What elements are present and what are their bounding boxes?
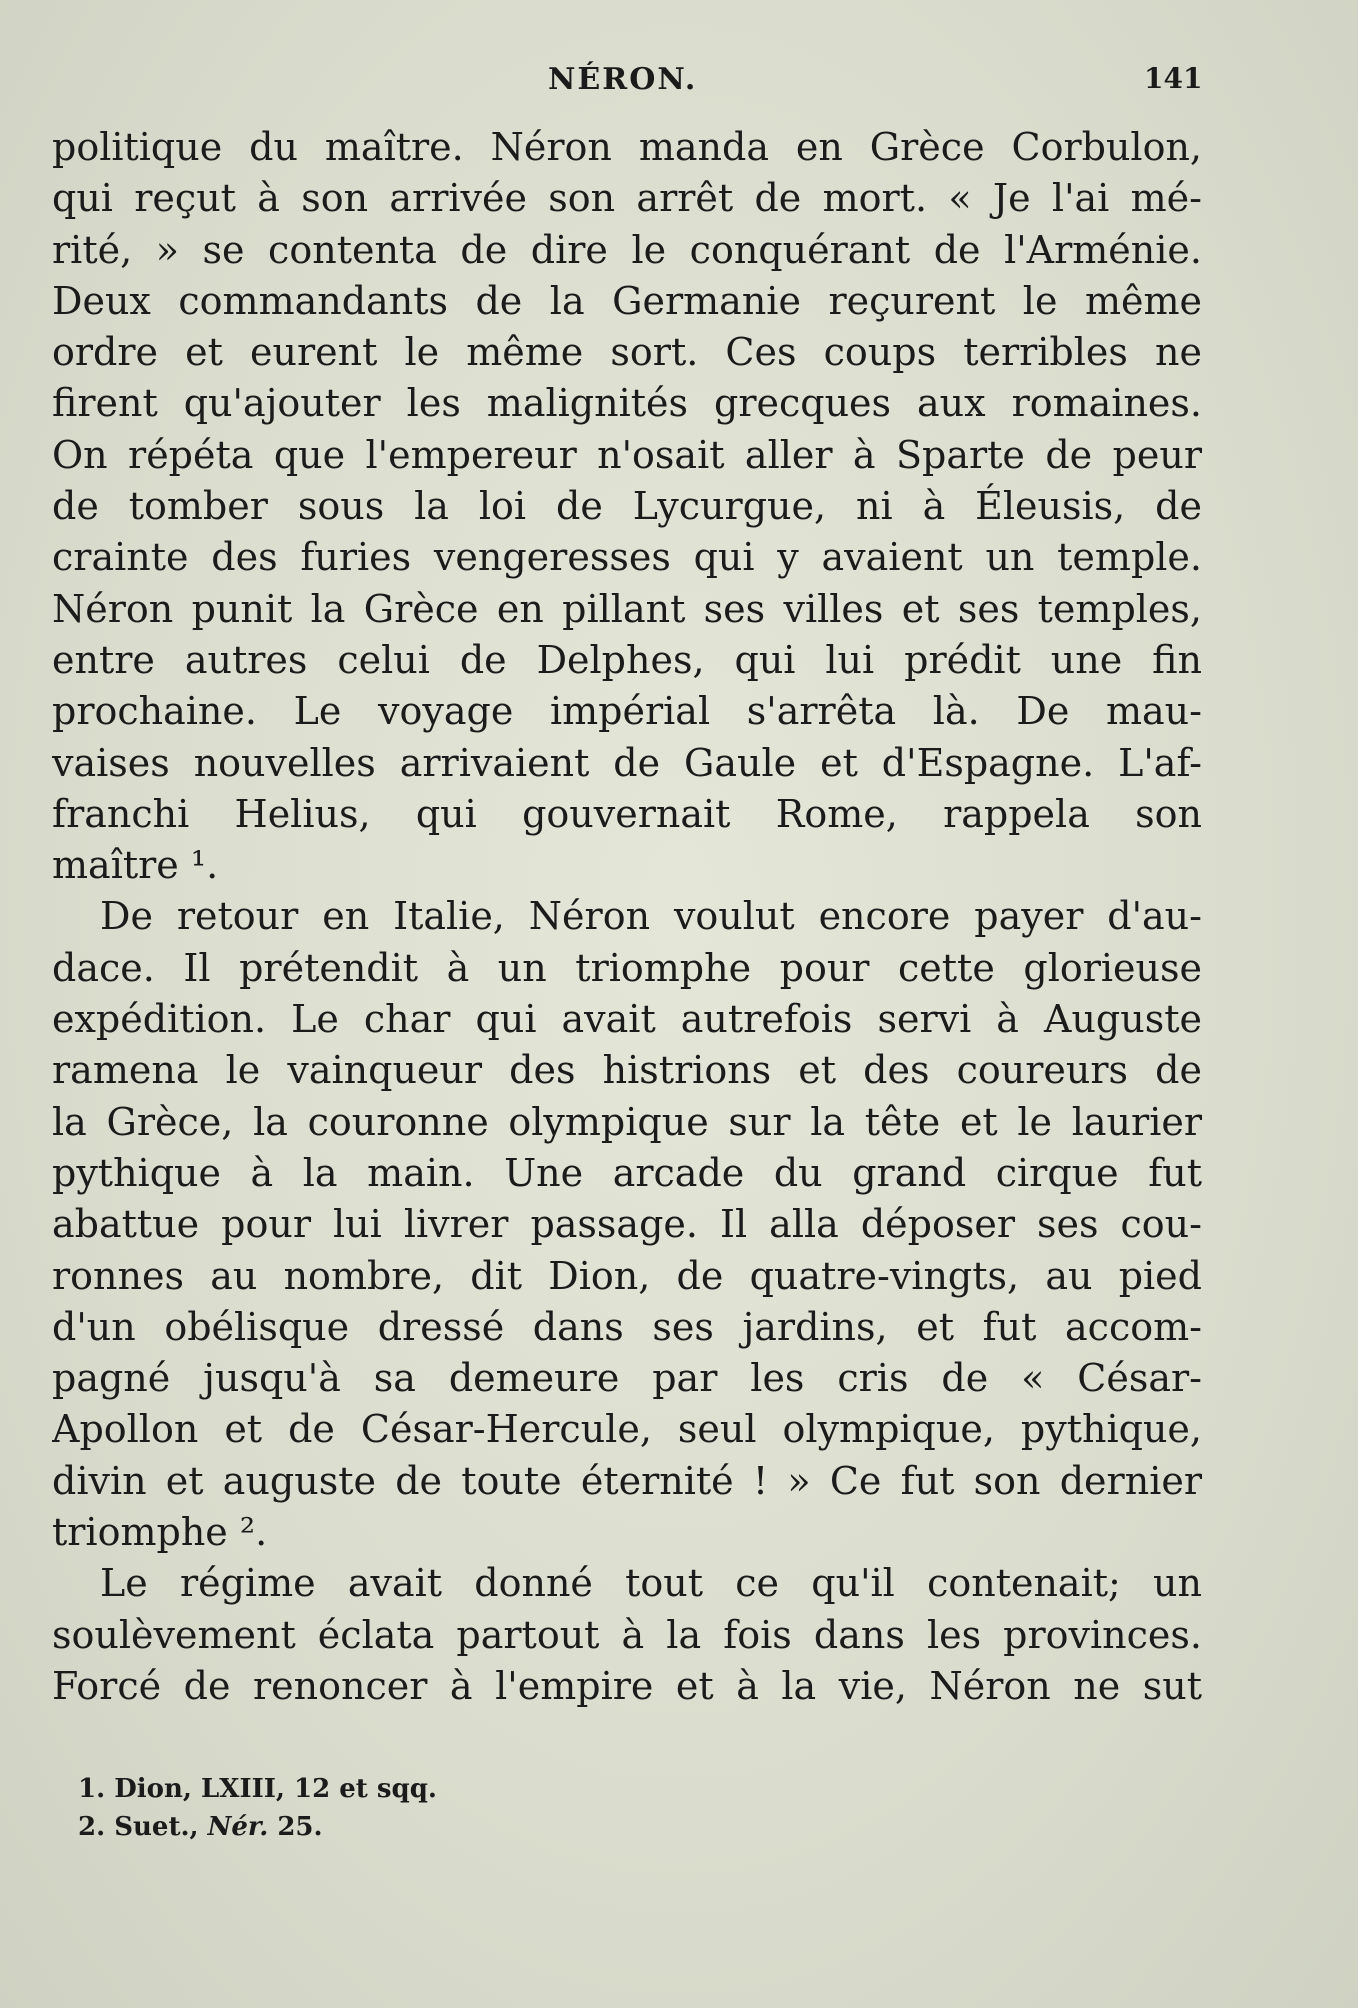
footnote-1 xyxy=(78,1770,778,1808)
text-line: firent qu'ajouter les malignités grecques aux romaines. xyxy=(52,381,1202,426)
text-line: abattue pour lui livrer passage. Il alla déposer ses cou- xyxy=(52,1202,1202,1247)
text-line: prochaine. Le voyage impérial s'arrêta là. De mau- xyxy=(52,689,1202,734)
text-line: franchi Helius, qui gouvernait Rome, rappela son xyxy=(52,791,1202,836)
text-line: ordre et eurent le même sort. Ces coups terribles ne xyxy=(52,330,1202,375)
text-line: rité, » se contenta de dire le conquérant de l'Arménie. xyxy=(52,227,1202,272)
text-line: crainte des furies vengeresses qui y avaient un temple. xyxy=(52,535,1202,580)
running-head xyxy=(0,58,1358,108)
text-line: politique du maître. Néron manda en Grèce Corbulon, xyxy=(52,125,1202,169)
footnotes xyxy=(78,1770,778,1846)
paragraph-3 xyxy=(52,1558,1202,1712)
text-line: qui reçut à son arrivée son arrêt de mort. « Je l'ai mé- xyxy=(52,176,1202,221)
text-line: entre autres celui de Delphes, qui lui prédit une fin xyxy=(52,637,1202,682)
text-line: vaises nouvelles arrivaient de Gaule et d'Espagne. L'af- xyxy=(52,740,1202,785)
text-line: pagné jusqu'à sa demeure par les cris de « César- xyxy=(52,1356,1202,1401)
body-text xyxy=(52,122,1202,1712)
text-line: ronnes au nombre, dit Dion, de quatre-vingts, au pied xyxy=(52,1253,1202,1298)
text-line: pythique à la main. Une arcade du grand cirque fut xyxy=(52,1150,1202,1195)
text-line: de tomber sous la loi de Lycurgue, ni à Éleusis, de xyxy=(52,484,1202,529)
footnote-italic-text: Nér. xyxy=(207,1812,269,1842)
text-line: expédition. Le char qui avait autrefois servi à Auguste xyxy=(52,997,1202,1042)
text-line: dace. Il prétendit à un triomphe pour cette glorieuse xyxy=(52,945,1202,990)
text-line: Néron punit la Grèce en pillant ses villes et ses temples, xyxy=(52,586,1202,631)
text-line: Forcé de renoncer à l'empire et à la vie, Néron ne sut xyxy=(52,1663,1202,1708)
text-line: On répéta que l'empereur n'osait aller à Sparte de peur xyxy=(52,432,1202,477)
text-line: d'un obélisque dressé dans ses jardins, et fut accom- xyxy=(52,1304,1202,1349)
running-head-title: NÉRON. xyxy=(548,62,698,97)
text-line: Apollon et de César-Hercule, seul olympique, pythique, xyxy=(52,1407,1202,1452)
footnote-2 xyxy=(78,1808,778,1846)
footnote-text-end: 25. xyxy=(268,1812,323,1842)
paragraph-1 xyxy=(52,122,1202,891)
footnote-text: Suet., xyxy=(114,1812,208,1842)
paragraph-2 xyxy=(52,891,1202,1558)
text-line: la Grèce, la couronne olympique sur la tête et le laurier xyxy=(52,1099,1202,1144)
footnote-marker: 1. xyxy=(78,1774,106,1804)
text-line: divin et auguste de toute éternité ! » Ce fut son dernier xyxy=(52,1458,1202,1503)
footnote-text: Dion, LXIII, 12 et sqq. xyxy=(114,1774,437,1804)
footnote-marker: 2. xyxy=(78,1812,106,1842)
text-line: De retour en Italie, Néron voulut encore payer d'au- xyxy=(100,894,1202,939)
text-line: triomphe ². xyxy=(52,1510,268,1555)
text-line: Deux commandants de la Germanie reçurent le même xyxy=(52,278,1202,323)
text-line: ramena le vainqueur des histrions et des coureurs de xyxy=(52,1048,1202,1093)
text-line: maître ¹. xyxy=(52,843,219,888)
text-line: Le régime avait donné tout ce qu'il contenait; un xyxy=(100,1561,1202,1606)
page-number: 141 xyxy=(1144,62,1203,95)
text-line: soulèvement éclata partout à la fois dans les provinces. xyxy=(52,1612,1202,1657)
